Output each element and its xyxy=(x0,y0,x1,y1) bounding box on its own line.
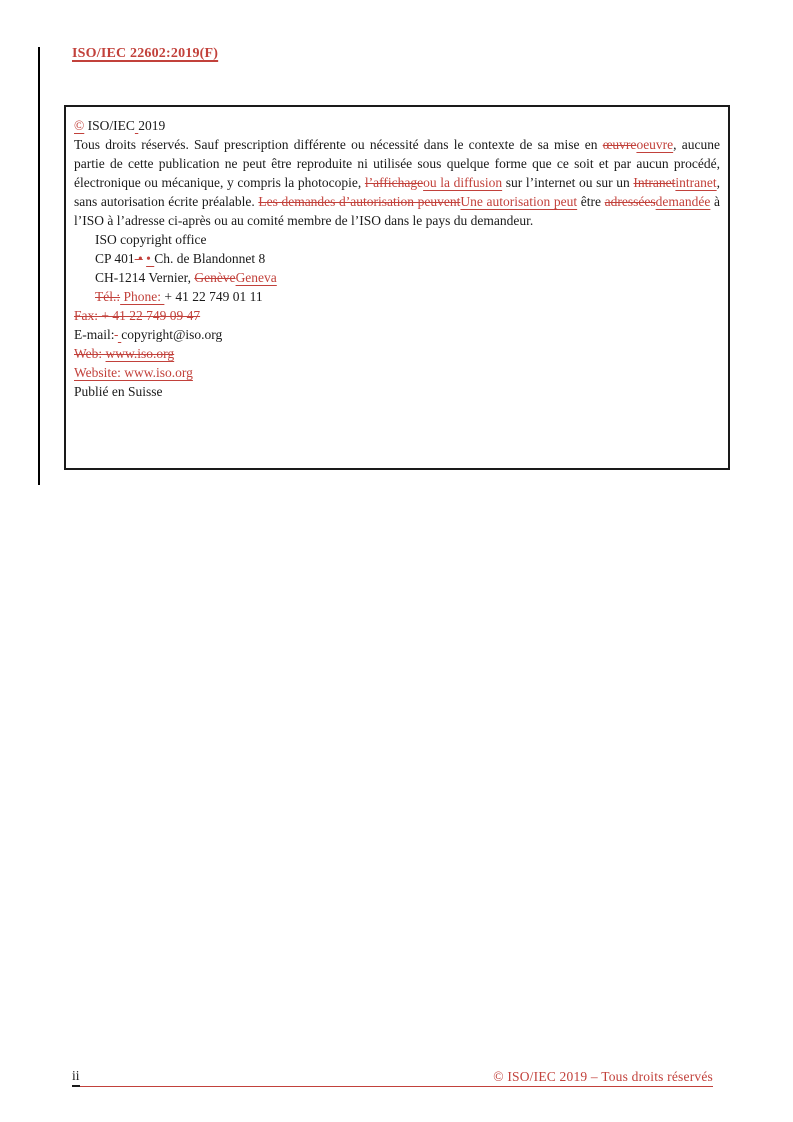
footer-copyright: © ISO/IEC 2019 – Tous droits réservés xyxy=(493,1069,713,1087)
text-segment-n: Ch. de Blandonnet 8 xyxy=(154,251,266,266)
address-line-street xyxy=(95,249,720,268)
text-segment-n: , aucune partie de cette publication ne peut être reproduite ni utilisée sous quelque forme que ce soit et par aucun procédé, électronique ou mécanique, y compris la photocopie, xyxy=(74,137,720,190)
text-segment-del: Web: xyxy=(74,346,106,361)
footer-rule xyxy=(80,1083,494,1087)
text-segment-n: CP 401 xyxy=(95,251,135,266)
fax-line xyxy=(74,306,720,325)
web-line xyxy=(74,344,720,363)
text-segment-del: œuvre xyxy=(602,137,637,152)
copyright-notice-line xyxy=(74,116,720,135)
text-segment-del: Genève xyxy=(194,270,236,285)
text-segment-ins: Phone: xyxy=(120,289,165,304)
text-segment-dellink: www.iso.org xyxy=(105,346,175,361)
text-segment-del: l’affichage xyxy=(364,175,424,190)
address-line-office xyxy=(95,230,720,249)
website-line[interactable] xyxy=(74,363,720,382)
text-segment-n: être xyxy=(577,194,605,209)
text-segment-n: ISO/IEC xyxy=(84,118,135,133)
text-segment-ins: © xyxy=(74,118,85,133)
text-segment-ins: intranet xyxy=(675,175,717,190)
text-segment-n: sur l’internet ou sur un xyxy=(502,175,634,190)
text-segment-del: Fax: + 41 22 749 09 47 xyxy=(74,308,201,323)
address-block xyxy=(95,230,720,306)
text-segment-ins: Geneva xyxy=(235,270,277,285)
text-segment-n: à l’ISO à l’adresse ci-après ou au comité membre de l’ISO dans le pays du demandeur. xyxy=(74,194,720,228)
text-segment-del: • xyxy=(134,251,143,266)
text-segment-ins: • xyxy=(146,251,155,266)
text-segment-ins: Une autorisation peut xyxy=(460,194,578,209)
text-segment-del: Intranet xyxy=(633,175,676,190)
text-segment-n: Publié en Suisse xyxy=(74,384,163,399)
text-segment-ins: ou la diffusion xyxy=(423,175,503,190)
text-segment-ins: demandée xyxy=(655,194,711,209)
address-line-city xyxy=(95,268,720,287)
text-segment-n: CH-1214 Vernier, xyxy=(95,270,195,285)
email-line[interactable] xyxy=(74,325,720,344)
text-segment-del: adressées xyxy=(604,194,656,209)
text-segment-n: copyright@iso.org xyxy=(121,327,223,342)
text-segment-n: , sans autorisation écrite préalable. xyxy=(74,175,721,209)
text-segment-n: E-mail: xyxy=(74,327,115,342)
text-segment-n: 2019 xyxy=(138,118,166,133)
text-segment-del: Tél.: xyxy=(95,289,121,304)
copyright-box xyxy=(64,105,730,470)
page-footer xyxy=(72,1068,713,1087)
revision-change-bar xyxy=(38,47,40,485)
page-number: ii xyxy=(72,1068,80,1087)
document-reference-header: ISO/IEC 22602:2019(F) xyxy=(72,46,219,61)
text-segment-n: Tous droits réservés. Sauf prescription différente ou nécessité dans le contexte de sa mise en xyxy=(74,137,603,152)
address-line-phone xyxy=(95,287,720,306)
text-segment-ins: Website: www.iso.org xyxy=(74,365,193,380)
published-line xyxy=(74,382,720,401)
text-segment-ins: oeuvre xyxy=(636,137,674,152)
text-segment-n: ISO copyright office xyxy=(95,232,207,247)
text-segment-del: Les demandes d’autorisation peuvent xyxy=(258,194,461,209)
text-segment-n: + 41 22 749 01 11 xyxy=(164,289,263,304)
rights-paragraph xyxy=(74,135,720,230)
